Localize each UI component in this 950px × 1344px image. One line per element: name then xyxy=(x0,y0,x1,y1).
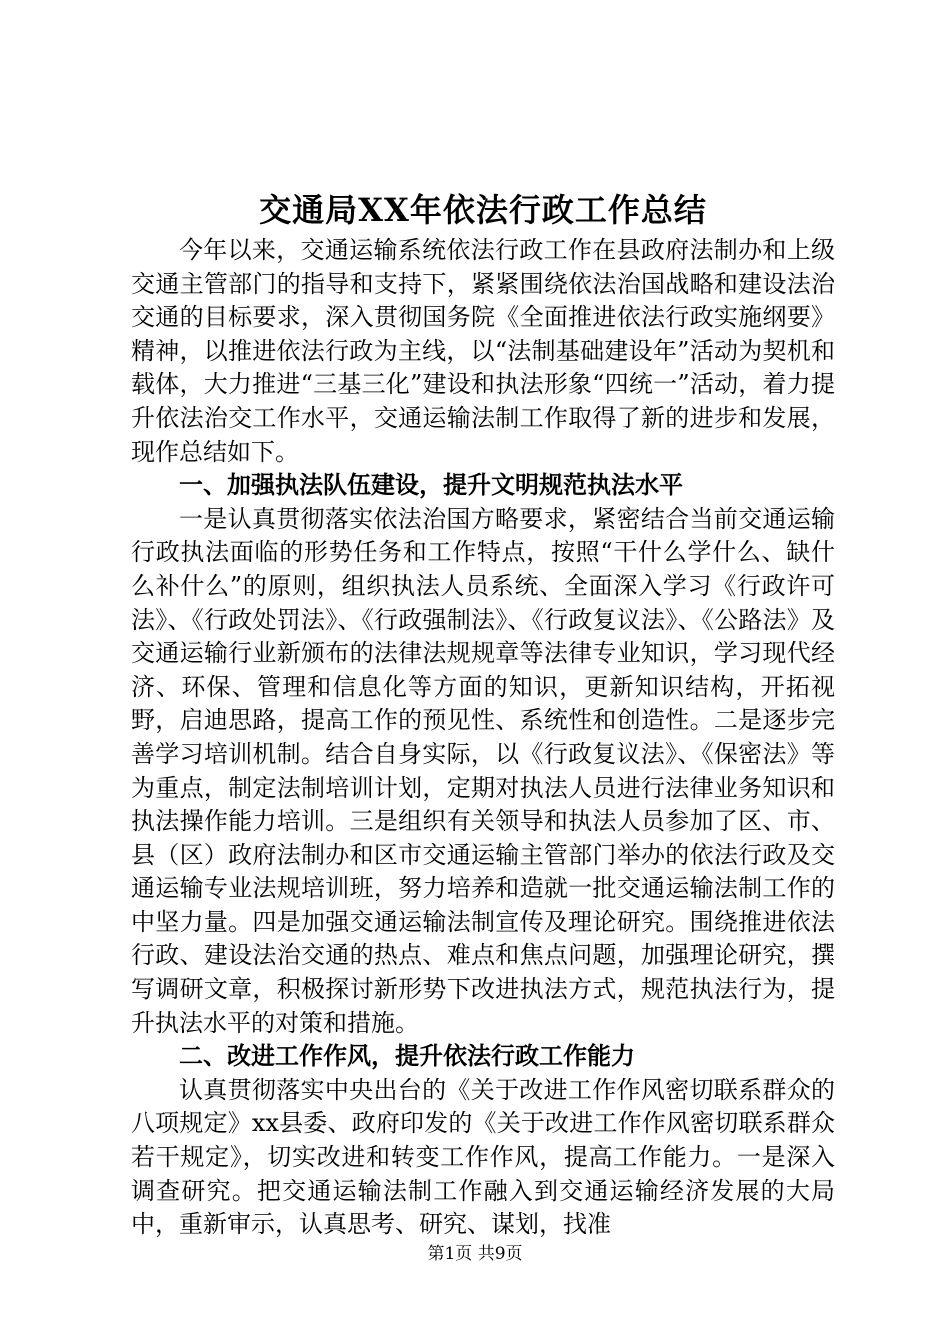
document-page xyxy=(131,186,835,1242)
section-body-2: 认真贯彻落实中央出台的《关于改进工作作风密切联系群众的八项规定》xx县委、政府印发的《关于改进工作作风密切联系群众若干规定》，切实改进和转变工作作风，提高工作能力。一是深入调查研究。把交通运输法制工作融入到交通运输经济发展的大局中，重新审示，认真思考、研究、谋划，找准 xyxy=(131,1075,835,1239)
page-number-footer: 第1页 共9页 xyxy=(427,1244,523,1264)
document-title: 交通局XX年依法行政工作总结 xyxy=(259,191,707,229)
section-heading-1: 一、加强执法队伍建设，提升文明规范执法水平 xyxy=(179,471,683,500)
section-body-1: 一是认真贯彻落实依法治国方略要求，紧密结合当前交通运输行政执法面临的形势任务和工作特点，按照“干什么学什么、缺什么补什么”的原则，组织执法人员系统、全面深入学习《行政许可法》、《行政处罚法》、《行政强制法》、《行政复议法》、《公路法》及交通运输行业新颁布的法律法规规章等法律专业知识，学习现代经济、环保、管理和信息化等方面的知识，更新知识结构，开拓视野，启迪思路，提高工作的预见性、系统性和创造性。二是逐步完善学习培训机制。结合自身实际，以《行政复议法》、《保密法》等为重点，制定法制培训计划，定期对执法人员进行法律业务知识和执法操作能力培训。三是组织有关领导和执法人员参加了区、市、县（区）政府法制办和区市交通运输主管部门举办的依法行政及交通运输专业法规培训班，努力培养和造就一批交通运输法制工作的中坚力量。四是加强交通运输法制宣传及理论研究。围绕推进依法行政、建设法治交通的热点、难点和焦点问题，加强理论研究，撰写调研文章，积极探讨新形势下改进执法方式，规范执法行为，提升执法水平的对策和措施。 xyxy=(131,504,835,1037)
section-heading-2: 二、改进工作作风，提升依法行政工作能力 xyxy=(179,1042,635,1071)
intro-paragraph: 今年以来，交通运输系统依法行政工作在县政府法制办和上级交通主管部门的指导和支持下，紧紧围绕依法治国战略和建设法治交通的目标要求，深入贯彻国务院《全面推进依法行政实施纲要》精神，以推进依法行政为主线，以“法制基础建设年”活动为契机和载体，大力推进“三基三化”建设和执法形象“四统一”活动，着力提升依法治交工作水平，交通运输法制工作取得了新的进步和发展，现作总结如下。 xyxy=(131,236,835,466)
